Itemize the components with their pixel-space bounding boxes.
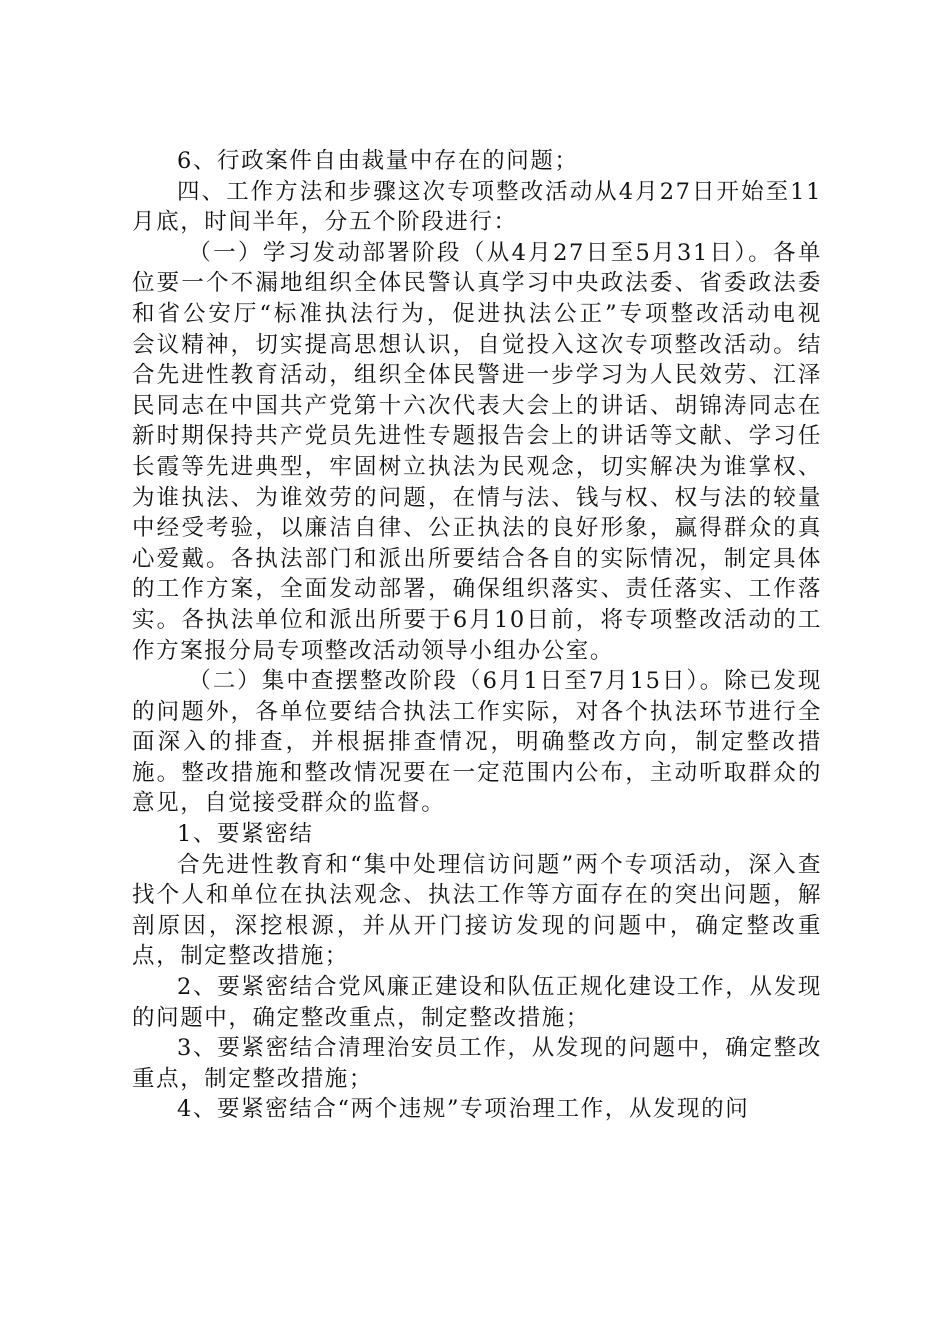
paragraph-point-4: 4、要紧密结合“两个违规”专项治理工作，从发现的问: [177, 1096, 750, 1123]
paragraph-stage-2-rectify: （二）集中查摆整改阶段（6月1日至7月15日）。除已发现的问题外，各单位要结合执法工作实际，对各个执法环节进行全面深入的排查，并根据排查情况，明确整改方向，制定整改措施。整改措施和整改情况要在一定范围内公布，主动听取群众的意见，自觉接受群众的监督。: [132, 668, 822, 817]
paragraph-point-1-body: 合先进性教育和“集中处理信访问题”两个专项活动，深入查找个人和单位在执法观念、执法工作等方面存在的突出问题，解剖原因，深挖根源，并从开门接访发现的问题中，确定整改重点，制定整改措施；: [132, 851, 822, 970]
paragraph-point-3: 3、要紧密结合清理治安员工作，从发现的问题中，确定整改重点，制定整改措施；: [132, 1035, 822, 1092]
paragraph-point-2: 2、要紧密结合党风廉正建设和队伍正规化建设工作，从发现的问题中，确定整改重点，制定整改措施；: [132, 974, 822, 1031]
document-page: [132, 146, 871, 1125]
paragraph-item-6: 6、行政案件自由裁量中存在的问题；: [177, 148, 579, 174]
paragraph-stage-1-study: （一）学习发动部署阶段（从4月27日至5月31日）。各单位要一个不漏地组织全体民警认真学习中央政法委、省委政法委和省公安厅“标准执法行为，促进执法公正”专项整改活动电视 会议精神，切实提高思想认识，自觉投入这次专项整改活动。结合先进性教育活动，组织全体民警进一步学习为人民效劳、江泽民同志在中国共产党第十六次代表大会上的讲话、胡锦涛同志在新时期保持共产党员先进性专题报告会上的讲话等文献、学习任长霞等先进典型，牢固树立执法为民观念，切实解决为谁掌权、为谁执法、为谁效劳的问题，在情与法、钱与权、权与法的较量中经受考验，以廉洁自律、公正执法的良好形象，赢得群众的真心爱戴。各执法部门和派出所要结合各自的实际情况，制定具体的工作方案，全面发动部署，确保组织落实、责任落实、工作落实。各执法单位和派出所要于6月10日前，将专项整改活动的工作方案报分局专项整改活动领导小组办公室。: [132, 239, 871, 664]
paragraph-section-4-methods: 四、工作方法和步骤这次专项整改活动从4月27日开始至11月底，时间半年，分五个阶段进行：: [132, 178, 822, 236]
paragraph-point-1-heading: 1、要紧密结: [177, 821, 314, 848]
